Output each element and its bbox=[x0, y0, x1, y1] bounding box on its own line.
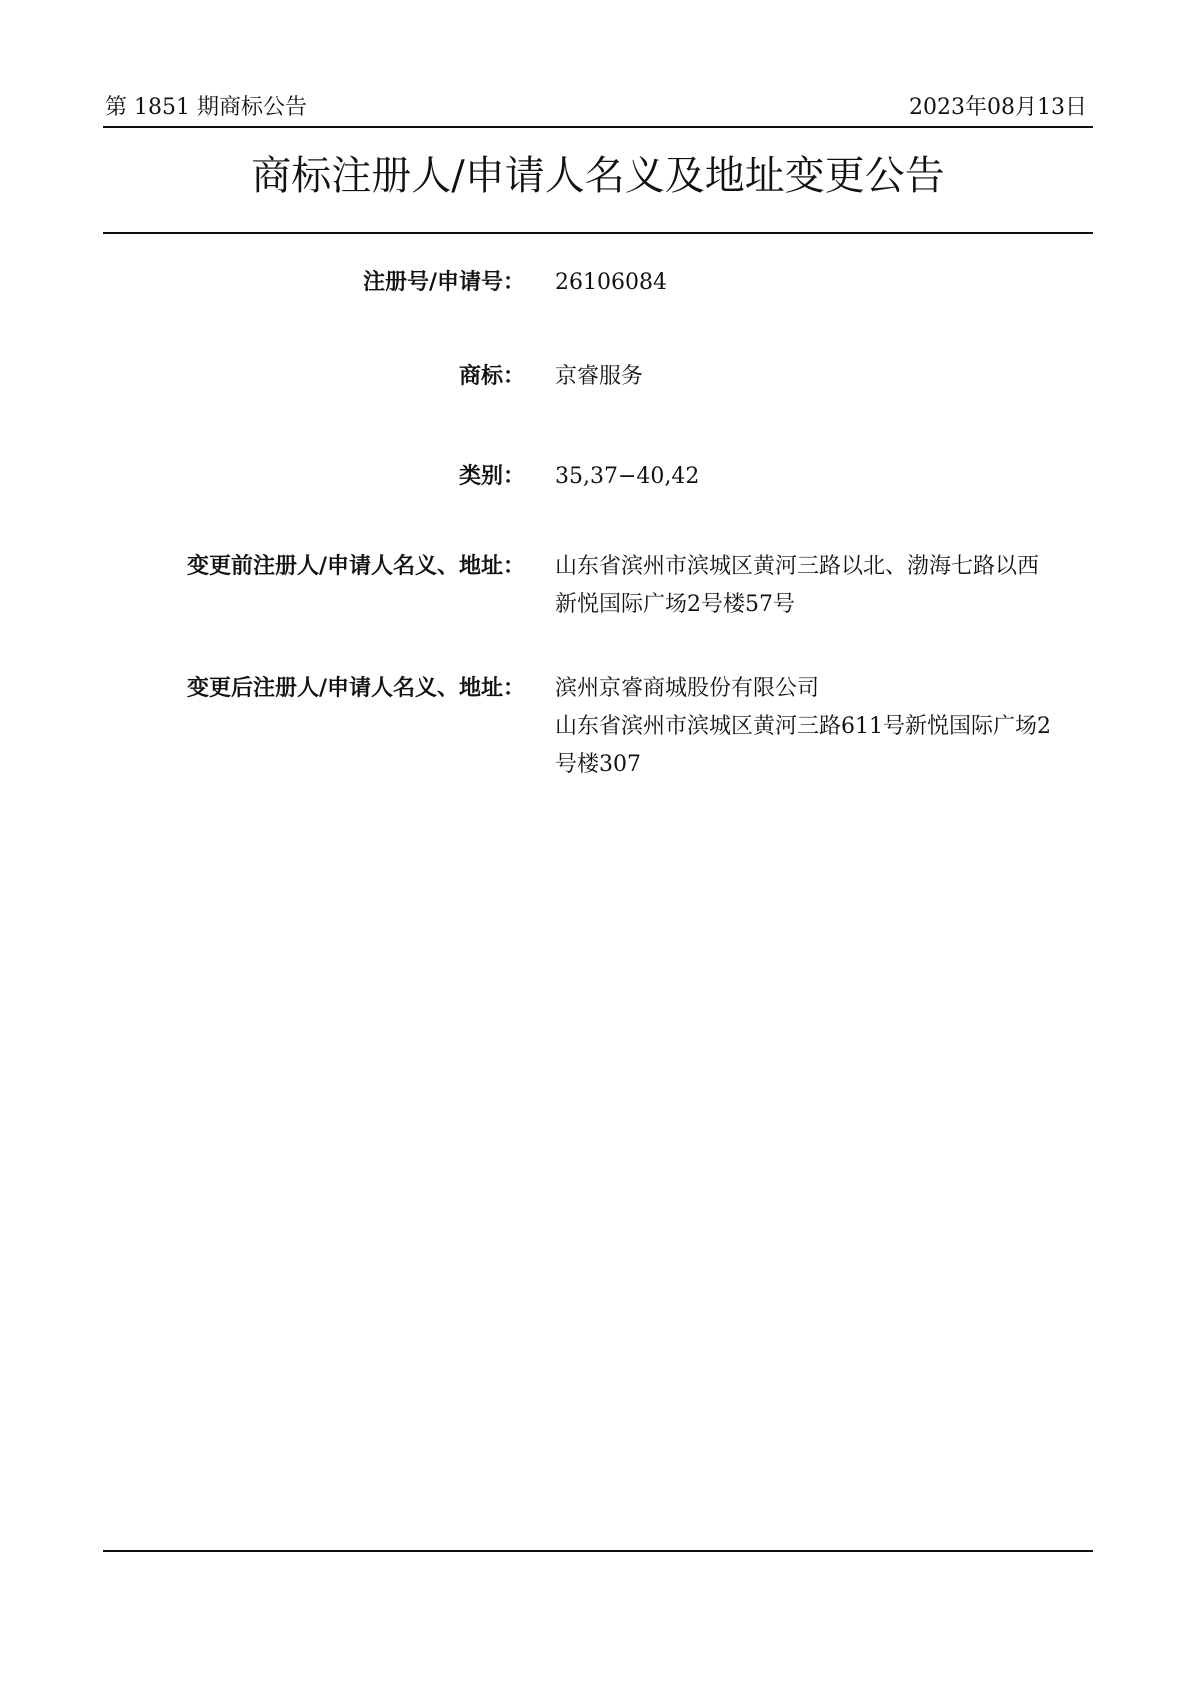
reg-no-text: 26106084 bbox=[555, 270, 667, 295]
classes-text: 35,37−40,42 bbox=[555, 464, 700, 489]
issue-number: 第 1851 期商标公告 bbox=[105, 95, 307, 120]
reg-no-label: 注册号/申请号： bbox=[362, 270, 525, 295]
page-title: 商标注册人/申请人名义及地址变更公告 bbox=[251, 153, 945, 199]
after-line-3: 号楼307 bbox=[555, 752, 641, 777]
before-line-1: 山东省滨州市滨城区黄河三路以北、渤海七路以西 bbox=[555, 554, 1040, 579]
footer-divider bbox=[103, 1550, 1093, 1552]
header-divider bbox=[103, 126, 1093, 128]
publication-date: 2023年08月13日 bbox=[909, 95, 1087, 120]
trademark-text: 京睿服务 bbox=[555, 364, 644, 389]
after-label: 变更后注册人/申请人名义、地址： bbox=[186, 676, 525, 701]
reg-no-value bbox=[555, 264, 1095, 302]
before-label: 变更前注册人/申请人名义、地址： bbox=[186, 554, 525, 579]
after-line-2: 山东省滨州市滨城区黄河三路611号新悦国际广场2 bbox=[555, 714, 1051, 739]
classes-value bbox=[555, 458, 1095, 496]
classes-label: 类别： bbox=[458, 464, 525, 489]
trademark-label: 商标： bbox=[458, 364, 525, 389]
trademark-value bbox=[555, 358, 1095, 396]
after-line-1: 滨州京睿商城股份有限公司 bbox=[555, 676, 820, 701]
before-line-2: 新悦国际广场2号楼57号 bbox=[555, 592, 795, 617]
title-divider bbox=[103, 232, 1093, 234]
before-value bbox=[555, 548, 1095, 624]
after-value bbox=[555, 670, 1095, 784]
